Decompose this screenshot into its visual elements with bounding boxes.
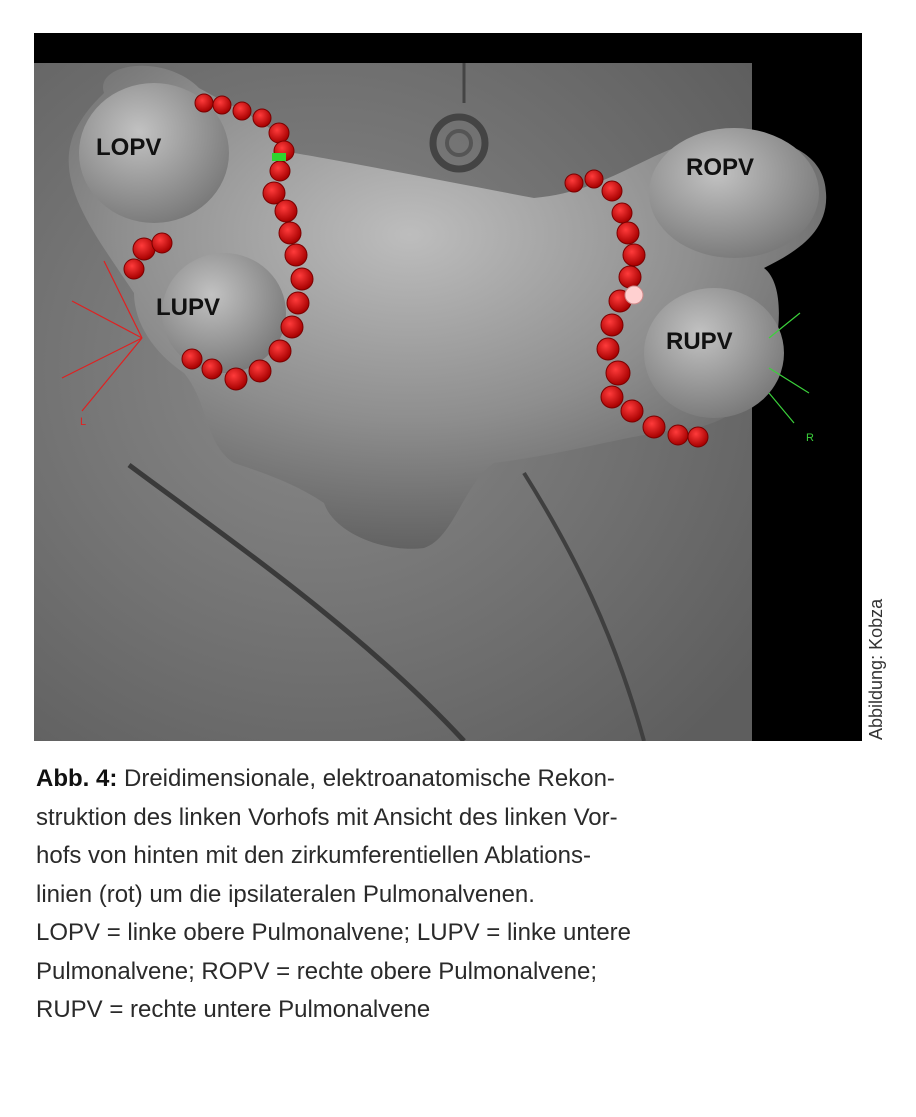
figure-image xyxy=(34,33,862,741)
figure-caption xyxy=(36,760,876,1030)
caption-line: RUPV = rechte untere Pulmonalvene xyxy=(36,996,431,1023)
label-lopv: LOPV xyxy=(96,134,162,161)
label-lupv: LUPV xyxy=(156,294,221,321)
credit-text: Abbildung: Kobza xyxy=(866,598,886,740)
caption-line: LOPV = linke obere Pulmonalvene; LUPV = linke untere xyxy=(36,919,632,946)
caption-line: struktion des linken Vorhofs mit Ansicht des linken Vor- xyxy=(36,803,618,831)
label-rupv: RUPV xyxy=(666,328,733,355)
axis-label-left: L xyxy=(80,416,87,428)
caption-line-text: Dreidimensionale, elektroanatomische Rekon- xyxy=(117,765,615,792)
caption-line: linien (rot) um die ipsilateralen Pulmonalvenen. xyxy=(36,880,535,908)
label-ropv: ROPV xyxy=(686,154,755,181)
axis-label-right: R xyxy=(806,432,814,444)
caption-line: Pulmonalvene; ROPV = rechte obere Pulmonalvene; xyxy=(36,957,597,985)
caption-line xyxy=(36,760,876,799)
ropv-vein xyxy=(649,128,819,258)
green-marker xyxy=(272,153,286,161)
electroanatomic-map xyxy=(34,33,862,741)
figure-number: Abb. 4: xyxy=(36,765,118,792)
caption-line: hofs von hinten mit den zirkumferentiellen Ablations- xyxy=(36,842,591,869)
